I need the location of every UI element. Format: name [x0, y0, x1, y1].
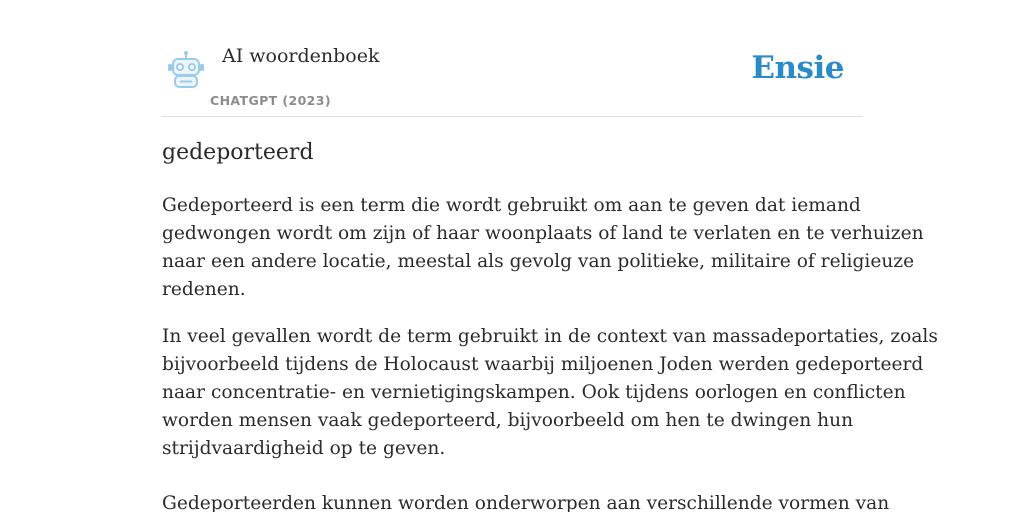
- definition-paragraph: [162, 323, 938, 463]
- paragraph-line: Gedeporteerd is een term die wordt gebruikt om aan te geven dat iemand: [162, 195, 861, 216]
- paragraph-line: gedwongen wordt om zijn of haar woonplaats of land te verlaten en te verhuizen: [162, 223, 924, 244]
- entry-term: gedeporteerd: [162, 140, 314, 165]
- paragraph-line: In veel gevallen wordt de term gebruikt in de context van massadeportaties, zoals: [162, 326, 938, 347]
- header: [162, 0, 862, 117]
- paragraph-line: naar een andere locatie, meestal als gevolg van politieke, militaire of religieuze: [162, 251, 915, 272]
- paragraph-line: Gedeporteerden kunnen worden onderworpen aan verschillende vormen van: [162, 493, 890, 512]
- paragraph-line: strijdvaardigheid op te geven.: [162, 438, 446, 459]
- definition-paragraph: [162, 490, 890, 512]
- paragraph-line: naar concentratie- en vernietigingskampen. Ook tijdens oorlogen en conflicten: [162, 382, 906, 403]
- source-subtitle: CHATGPT (2023): [210, 93, 331, 108]
- paragraph-line: bijvoorbeeld tijdens de Holocaust waarbij miljoenen Joden werden gedeporteerd: [162, 354, 924, 375]
- ensie-logo[interactable]: Ensie: [751, 50, 844, 86]
- definition-paragraph: [162, 192, 924, 304]
- paragraph-line: redenen.: [162, 279, 246, 300]
- robot-icon: [166, 50, 206, 90]
- paragraph-line: worden mensen vaak gedeporteerd, bijvoorbeeld om hen te dwingen hun: [162, 410, 854, 431]
- source-title[interactable]: AI woordenboek: [222, 45, 380, 67]
